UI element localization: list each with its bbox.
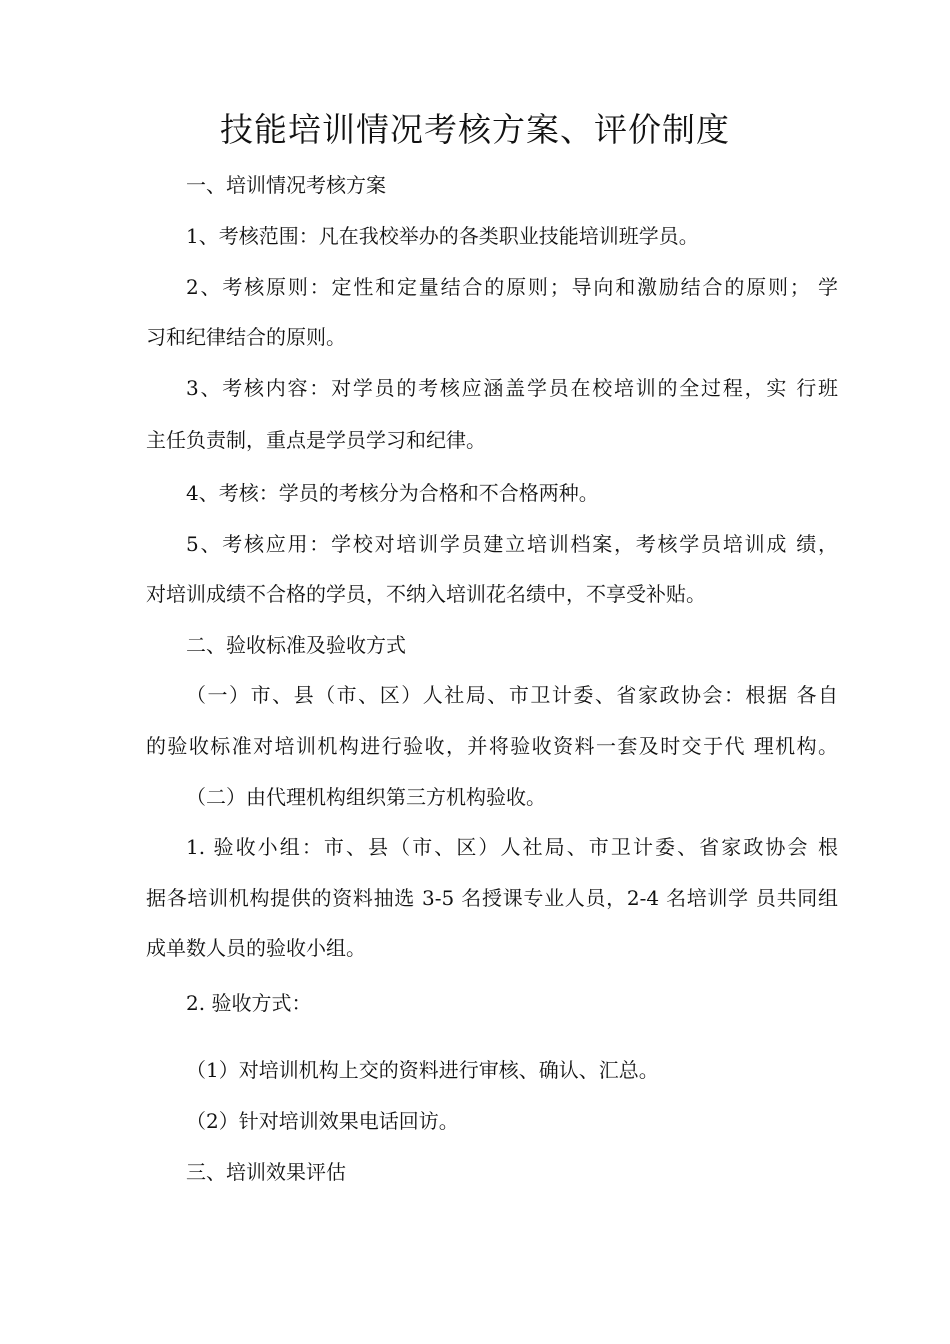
paragraph-line: 主任负责制，重点是学员学习和纪律。: [146, 428, 486, 452]
paragraph-line: 对培训成绩不合格的学员，不纳入培训花名绩中，不享受补贴。: [146, 582, 706, 606]
paragraph-line: 成单数人员的验收小组。: [146, 936, 366, 960]
paragraph-line: （2）针对培训效果电话回访。: [186, 1109, 459, 1133]
paragraph-line: 的验收标准对培训机构进行验收，并将验收资料一套及时交于代 理机构。: [146, 734, 838, 758]
paragraph-line: 5、考核应用：学校对培训学员建立培训档案，考核学员培训成 绩，: [186, 532, 838, 556]
paragraph-line: 3、考核内容：对学员的考核应涵盖学员在校培训的全过程，实 行班: [186, 376, 838, 400]
paragraph-line: 2. 验收方式：: [186, 991, 312, 1015]
paragraph-line: （一）市、县（市、区）人社局、市卫计委、省家政协会：根据 各自: [186, 683, 838, 707]
section-heading-assessment-plan: 一、培训情况考核方案: [186, 173, 386, 197]
paragraph-line: 4、考核：学员的考核分为合格和不合格两种。: [186, 481, 599, 505]
section-heading-acceptance: 二、验收标准及验收方式: [186, 633, 406, 657]
paragraph-line: 1. 验收小组：市、县（市、区）人社局、市卫计委、省家政协会 根: [186, 835, 838, 859]
paragraph-line: 1、考核范围：凡在我校举办的各类职业技能培训班学员。: [186, 224, 699, 248]
document-title: 技能培训情况考核方案、评价制度: [220, 110, 730, 149]
paragraph-line: 据各培训机构提供的资料抽选 3-5 名授课专业人员，2-4 名培训学 员共同组: [146, 886, 838, 910]
paragraph-line: （二）由代理机构组织第三方机构验收。: [186, 785, 546, 809]
paragraph-line: 习和纪律结合的原则。: [146, 325, 346, 349]
paragraph-line: 2、考核原则：定性和定量结合的原则；导向和激励结合的原则； 学: [186, 275, 838, 299]
paragraph-line: （1）对培训机构上交的资料进行审核、确认、汇总。: [186, 1058, 659, 1082]
section-heading-evaluation: 三、培训效果评估: [186, 1160, 346, 1184]
